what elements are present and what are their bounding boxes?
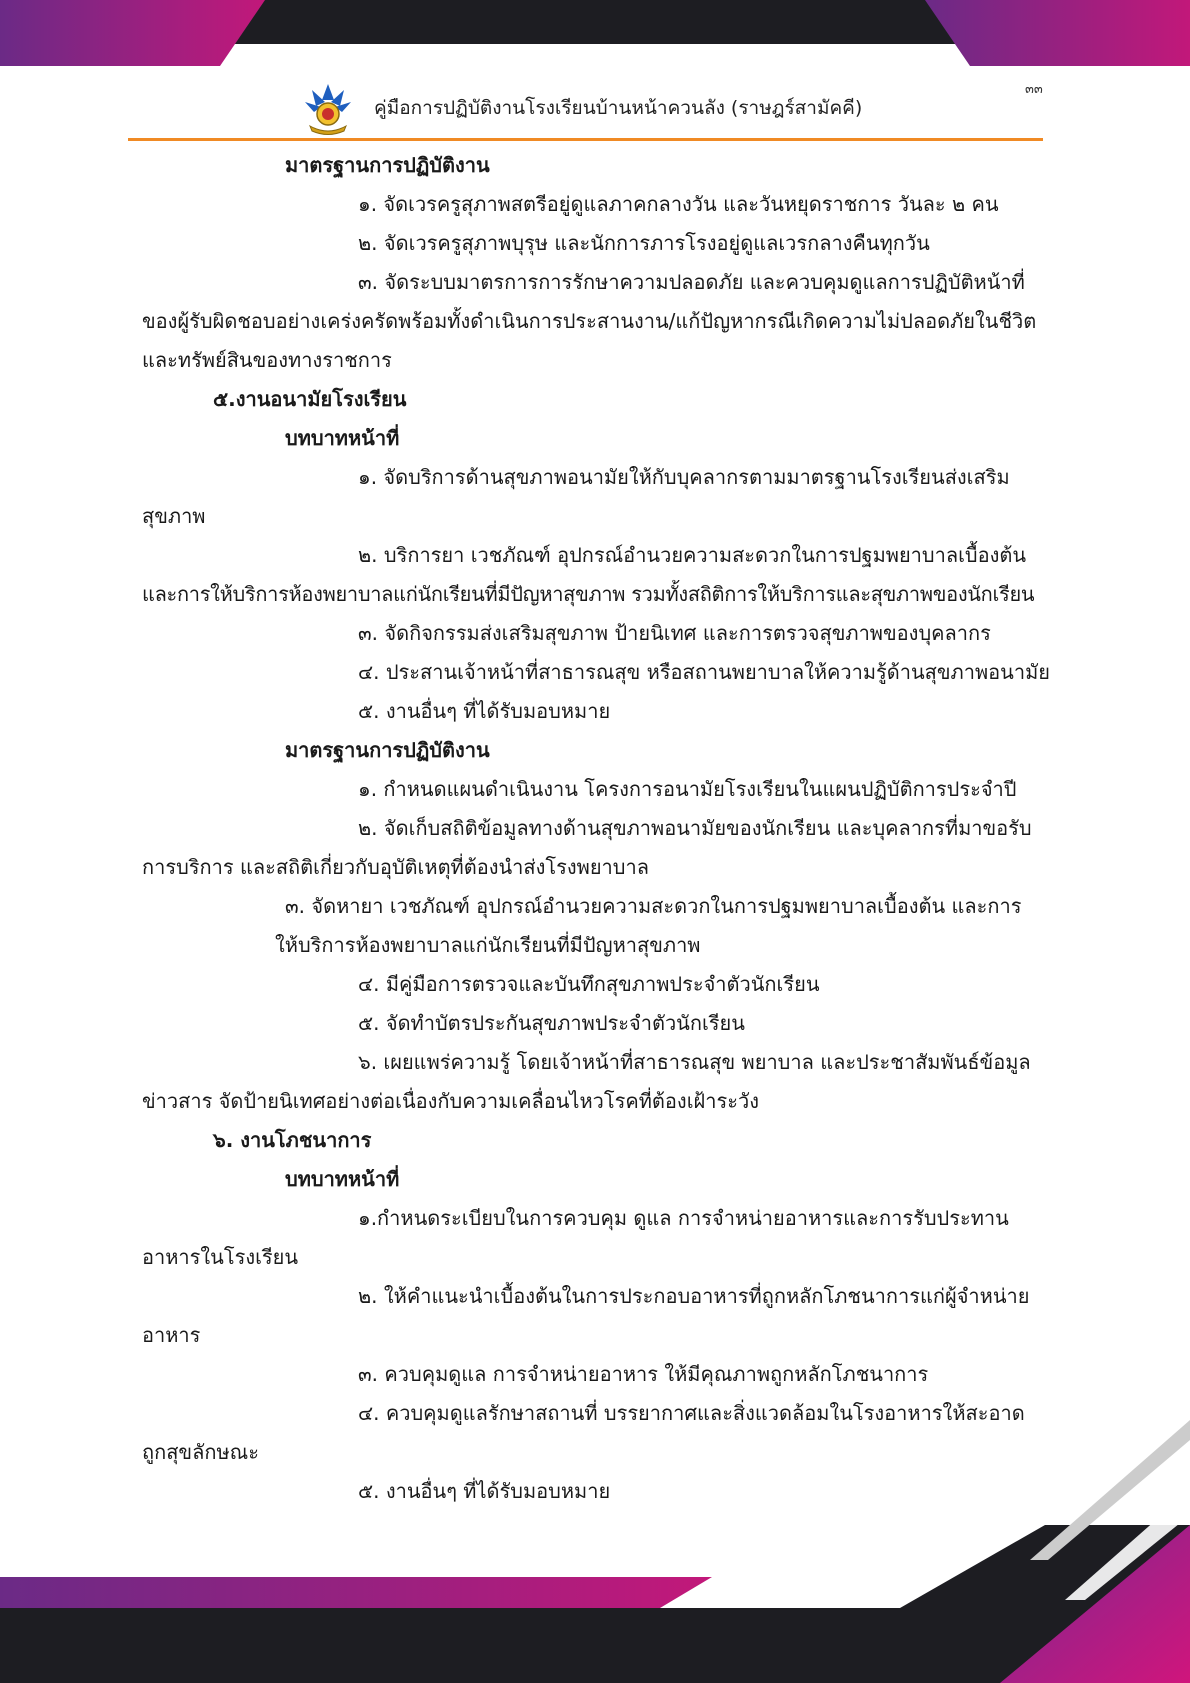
text-line: การบริการ และสถิติเกี่ยวกับอุบัติเหตุที่ต้องนำส่งโรงพยาบาล	[142, 855, 649, 879]
text-line: ๔. ควบคุมดูแลรักษาสถานที่ บรรยากาศและสิ่งแวดล้อมในโรงอาหารให้สะอาด	[358, 1401, 1025, 1425]
school-emblem-icon	[300, 80, 356, 136]
section-heading: ๖. งานโภชนาการ	[213, 1128, 372, 1152]
section-heading: มาตรฐานการปฏิบัติงาน	[285, 153, 490, 177]
document-header	[300, 78, 862, 138]
text-line: และทรัพย์สินของทางราชการ	[142, 348, 392, 372]
text-line: ๓. ควบคุมดูแล การจำหน่ายอาหาร ให้มีคุณภาพถูกหลักโภชนาการ	[358, 1362, 929, 1386]
text-line: อาหาร	[142, 1323, 201, 1347]
bottom-left-accent	[0, 1577, 712, 1608]
text-line: อาหารในโรงเรียน	[142, 1245, 299, 1269]
subsection-heading: บทบาทหน้าที่	[285, 426, 400, 450]
text-line: ของผู้รับผิดชอบอย่างเคร่งครัดพร้อมทั้งดำเนินการประสานงาน/แก้ปัญหากรณีเกิดความไม่ปลอดภัยในชีวิต	[142, 309, 1037, 333]
text-line: ๕. งานอื่นๆ ที่ได้รับมอบหมาย	[358, 699, 611, 723]
section-heading: มาตรฐานการปฏิบัติงาน	[285, 738, 490, 762]
top-right-accent	[925, 0, 1190, 66]
section-heading: ๕.งานอนามัยโรงเรียน	[213, 387, 407, 411]
text-line: ๒. จัดเวรครูสุภาพบุรุษ และนักการภารโรงอยู่ดูแลเวรกลางคืนทุกวัน	[358, 231, 930, 255]
text-line: ๖. เผยแพร่ความรู้ โดยเจ้าหน้าที่สาธารณสุข พยาบาล และประชาสัมพันธ์ข้อมูล	[358, 1050, 1031, 1074]
text-line: ๔. มีคู่มือการตรวจและบันทึกสุขภาพประจำตัวนักเรียน	[358, 972, 820, 996]
top-left-accent	[0, 0, 265, 66]
text-line: ๑. จัดบริการด้านสุขภาพอนามัยให้กับบุคลากรตามมาตรฐานโรงเรียนส่งเสริม	[358, 465, 1010, 489]
text-line: ๔. ประสานเจ้าหน้าที่สาธารณสุข หรือสถานพยาบาลให้ความรู้ด้านสุขภาพอนามัย	[358, 660, 1050, 684]
page-number: ๓๓	[1025, 82, 1043, 97]
text-line: ๓. จัดกิจกรรมส่งเสริมสุขภาพ ป้ายนิเทศ และการตรวจสุขภาพของบุคลากร	[358, 621, 991, 645]
text-line: ถูกสุขลักษณะ	[142, 1440, 259, 1464]
text-line: ๑. จัดเวรครูสุภาพสตรีอยู่ดูแลภาคกลางวัน และวันหยุดราชการ วันละ ๒ คน	[358, 192, 999, 216]
text-line: ๒. บริการยา เวชภัณฑ์ อุปกรณ์อำนวยความสะดวกในการปฐมพยาบาลเบื้องต้น	[358, 543, 1027, 567]
header-title: คู่มือการปฏิบัติงานโรงเรียนบ้านหน้าควนลัง (ราษฎร์สามัคคี)	[374, 97, 863, 119]
text-line: สุขภาพ	[142, 504, 206, 528]
subsection-heading: บทบาทหน้าที่	[285, 1167, 400, 1191]
text-line: ข่าวสาร จัดป้ายนิเทศอย่างต่อเนื่องกับความเคลื่อนไหวโรคที่ต้องเฝ้าระวัง	[142, 1089, 759, 1113]
bottom-dark-band	[0, 1608, 1190, 1683]
text-line: ๕. จัดทำบัตรประกันสุขภาพประจำตัวนักเรียน	[358, 1011, 745, 1035]
text-line: ๓. จัดหายา เวชภัณฑ์ อุปกรณ์อำนวยความสะดวกในการปฐมพยาบาลเบื้องต้น และการ	[285, 894, 1022, 918]
text-line: ๒. ให้คำแนะนำเบื้องต้นในการประกอบอาหารที่ถูกหลักโภชนาการแก่ผู้จำหน่าย	[358, 1284, 1030, 1308]
text-line: ๑.กำหนดระเบียบในการควบคุม ดูแล การจำหน่ายอาหารและการรับประทาน	[358, 1206, 1009, 1230]
text-line: ๕. งานอื่นๆ ที่ได้รับมอบหมาย	[358, 1479, 611, 1503]
text-line: ๒. จัดเก็บสถิติข้อมูลทางด้านสุขภาพอนามัยของนักเรียน และบุคลากรที่มาขอรับ	[358, 816, 1032, 840]
header-divider	[128, 138, 1043, 141]
text-line: ให้บริการห้องพยาบาลแก่นักเรียนที่มีปัญหาสุขภาพ	[275, 933, 701, 957]
text-line: และการให้บริการห้องพยาบาลแก่นักเรียนที่มีปัญหาสุขภาพ รวมทั้งสถิติการให้บริการและสุขภาพของนักเรียน	[142, 582, 1035, 606]
text-line: ๑. กำหนดแผนดำเนินงาน โครงการอนามัยโรงเรียนในแผนปฏิบัติการประจำปี	[358, 777, 1017, 801]
text-line: ๓. จัดระบบมาตรการการรักษาความปลอดภัย และควบคุมดูแลการปฏิบัติหน้าที่	[358, 270, 1025, 294]
